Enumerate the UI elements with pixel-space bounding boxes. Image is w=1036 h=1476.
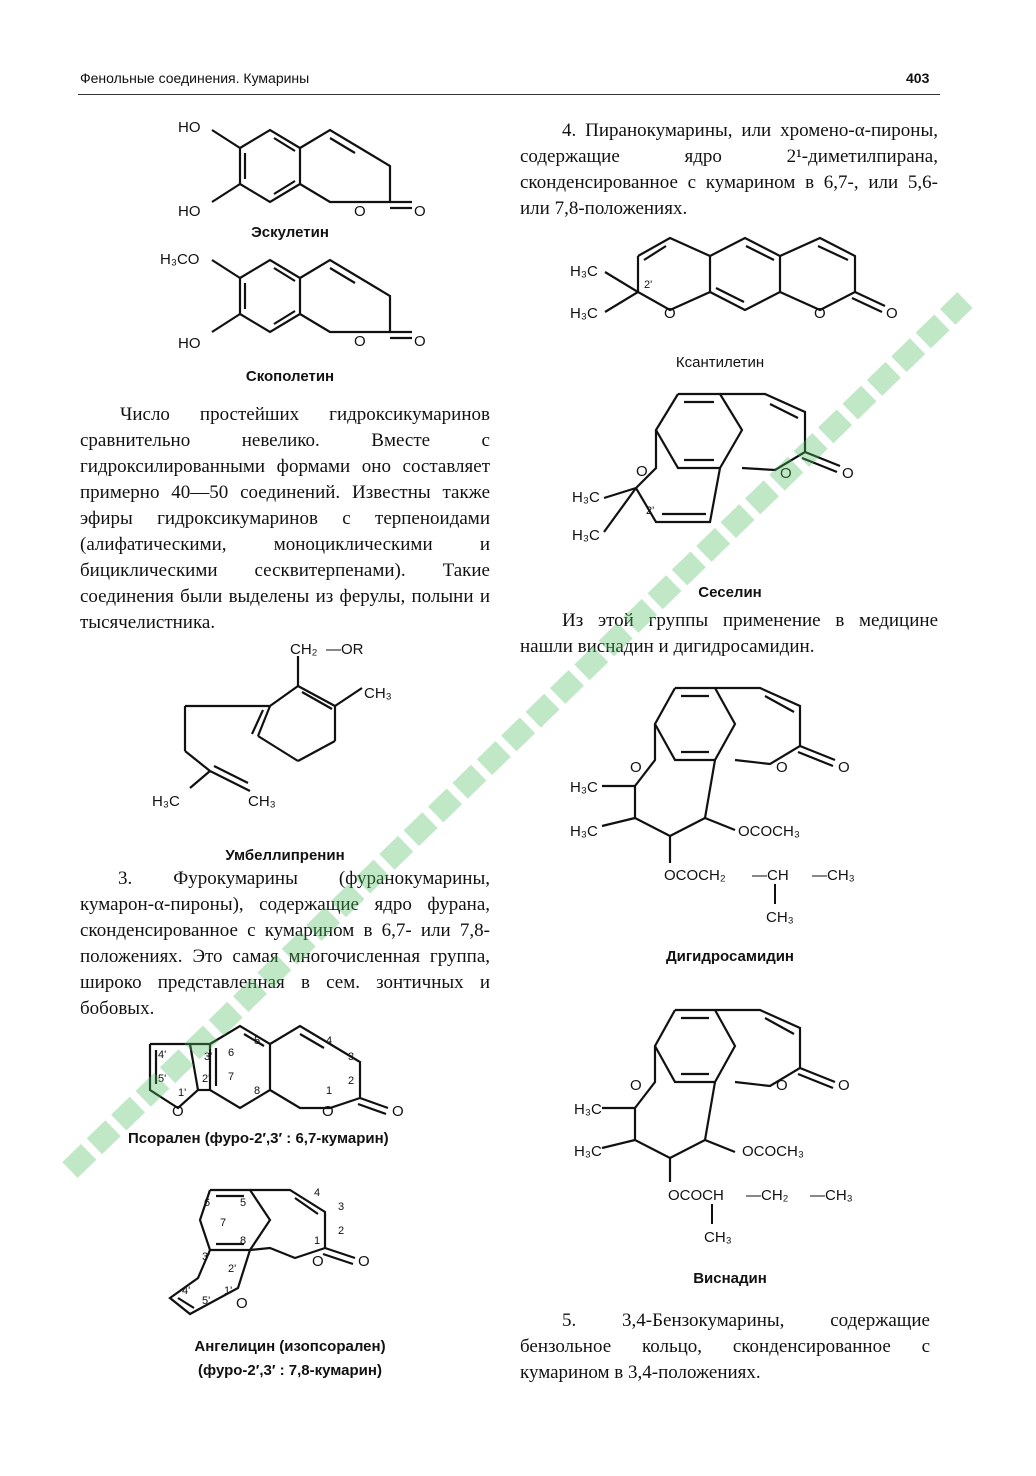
xanthyletin-h3c-1: H₃C: [570, 263, 598, 280]
psoralen-num-7: 7: [228, 1071, 235, 1083]
esculetin-caption: Эскулетин: [251, 224, 329, 241]
angelicin-num-7: 7: [220, 1217, 227, 1229]
angelicin-num-5p: 5': [202, 1295, 211, 1307]
psoralen-structure: [130, 1020, 430, 1120]
visnadin-h3c-2: H₃C: [574, 1143, 602, 1160]
right-paragraph-1: 4. Пиранокумарины, или хромено-α-пироны, содержащие ядро 2¹-диметилпирана, сконденсированное с кумарином в 6,7-, или 5,6- или 7,8-положениях.: [520, 120, 938, 219]
left-paragraph-1: Число простейших гидроксикумаринов сравнительно невелико. Вместе с гидроксилированными формами оно составляет примерно 40—50 соединений. Известны также эфиры гидроксикумаринов с терпеноидами (алифатическими, моноциклическими и бициклическими сесквитерпенами). Такие соединения были выделены из ферулы, полыни и тысячелистника.: [80, 404, 490, 633]
dihydrosamidin-structure: [560, 668, 880, 938]
angelicin-num-4p: 4': [182, 1285, 191, 1297]
psoralen-num-6: 6: [228, 1047, 235, 1059]
angelicin-num-1p: 1': [224, 1285, 233, 1297]
xanthyletin-caption: Ксантилетин: [675, 354, 765, 371]
psoralen-num-5p: 5': [158, 1073, 167, 1085]
visnadin-ococh: OCOCH: [668, 1187, 724, 1204]
psoralen-num-8: 8: [254, 1085, 261, 1097]
xanthyletin-h3c-2: H₃C: [570, 305, 598, 322]
umbelliprenin-structure: [140, 636, 420, 816]
umbelliprenin-or: —OR: [326, 641, 364, 658]
scopoletin-h3co: H₃CO: [160, 251, 200, 268]
running-title: Фенольные соединения. Кумарины: [80, 70, 310, 86]
esculetin-o-ring: O: [354, 203, 366, 220]
left-paragraph-2: 3. Фурокумарины (фуранокумарины, кумарон-α-пироны), содержащие ядро фурана, сконденсированное с кумарином в 6,7- или 7,8-положениях. Это самая многочисленная группа, широко представленная в сем. зонтичных и бобовых.: [80, 868, 490, 1019]
visnadin-structure: [560, 990, 880, 1250]
angelicin-num-3p: 3': [202, 1251, 211, 1263]
psoralen-o-ring: O: [322, 1103, 334, 1120]
angelicin-num-8: 8: [240, 1235, 247, 1247]
angelicin-o-ring: O: [312, 1253, 324, 1270]
xanthyletin-o-pyran: O: [664, 305, 676, 322]
dihydrosamidin-o-keto: O: [838, 759, 850, 776]
dihydrosamidin-ch3-a: —CH₃: [812, 867, 855, 884]
dihydrosamidin-ch3-b: CH₃: [766, 909, 794, 926]
angelicin-num-4: 4: [314, 1187, 321, 1199]
esculetin-o-keto: O: [414, 203, 426, 220]
right-paragraph-2: Из этой группы применение в медицине нашли виснадин и дигидросамидин.: [520, 610, 938, 657]
dihydrosamidin-o-ring: O: [776, 759, 788, 776]
visnadin-h3c-1: H₃C: [574, 1101, 602, 1118]
dihydrosamidin-h3c-1: H₃C: [570, 779, 598, 796]
psoralen-num-4p: 4': [158, 1049, 167, 1061]
angelicin-num-2p: 2': [228, 1263, 237, 1275]
dihydrosamidin-ococh3: OCOCH₃: [738, 823, 800, 840]
dihydrosamidin-o-pyran: O: [630, 759, 642, 776]
dihydrosamidin-ococh2: OCOCH₂: [664, 867, 726, 884]
dihydrosamidin-caption: Дигидросамидин: [665, 948, 794, 965]
scopoletin-o-keto: O: [414, 333, 426, 350]
xanthyletin-structure: [560, 218, 920, 328]
scopoletin-o-ring: O: [354, 333, 366, 350]
seselin-h3c-2: H₃C: [572, 527, 600, 544]
seselin-o-pyran: O: [636, 463, 648, 480]
angelicin-caption-1: Ангелицин (изопсорален): [194, 1338, 386, 1355]
psoralen-caption: Псорален (фуро-2′,3′ : 6,7-кумарин): [128, 1130, 389, 1147]
seselin-o-keto: O: [842, 465, 854, 482]
seselin-o-ring: O: [780, 465, 792, 482]
psoralen-num-1: 1: [326, 1085, 333, 1097]
psoralen-num-4: 4: [326, 1035, 333, 1047]
psoralen-num-2: 2: [348, 1075, 355, 1087]
angelicin-num-5: 5: [240, 1197, 247, 1209]
esculetin-ho2: HO: [178, 203, 201, 220]
xanthyletin-o-ring: O: [814, 305, 826, 322]
angelicin-num-3: 3: [338, 1201, 345, 1213]
psoralen-o-keto: O: [392, 1103, 404, 1120]
visnadin-o-keto: O: [838, 1077, 850, 1094]
angelicin-num-2: 2: [338, 1225, 345, 1237]
angelicin-num-6: 6: [204, 1197, 211, 1209]
right-paragraph-3: 5. 3,4-Бензокумарины, содержащие бензольное кольцо, сконденсированное с кумарином в 3,4-положениях.: [520, 1310, 930, 1383]
dihydrosamidin-h3c-2: H₃C: [570, 823, 598, 840]
xanthyletin-o-keto: O: [886, 305, 898, 322]
angelicin-caption-2: (фуро-2′,3′ : 7,8-кумарин): [198, 1362, 382, 1379]
header-rule: [78, 94, 940, 95]
scopoletin-ho: HO: [178, 335, 201, 352]
xanthyletin-pos-2p: 2': [644, 279, 653, 291]
seselin-structure: [560, 380, 900, 570]
visnadin-ch2: —CH₂: [746, 1187, 789, 1204]
umbelliprenin-ch2: CH₂: [290, 641, 318, 658]
umbelliprenin-caption: Умбеллипренин: [225, 847, 345, 864]
visnadin-ococh3: OCOCH₃: [742, 1143, 804, 1160]
scopoletin-structure: [150, 244, 450, 364]
visnadin-caption: Виснадин: [693, 1270, 767, 1287]
psoralen-num-3p: 3': [204, 1051, 213, 1063]
visnadin-ch3-a: —CH₃: [810, 1187, 853, 1204]
visnadin-o-pyran: O: [630, 1077, 642, 1094]
dihydrosamidin-ch: —CH: [752, 867, 789, 884]
angelicin-o-keto: O: [358, 1253, 370, 1270]
psoralen-num-1p: 1': [178, 1087, 187, 1099]
umbelliprenin-ch3a: CH₃: [364, 685, 392, 702]
seselin-h3c-1: H₃C: [572, 489, 600, 506]
esculetin-structure: [150, 108, 450, 238]
angelicin-structure: [150, 1170, 430, 1330]
visnadin-ch3-b: CH₃: [704, 1229, 732, 1246]
umbelliprenin-ch3b: CH₃: [248, 793, 276, 810]
seselin-caption: Сеселин: [698, 584, 762, 601]
psoralen-num-5: 5: [254, 1035, 261, 1047]
psoralen-num-2p: 2': [202, 1073, 211, 1085]
angelicin-num-1: 1: [314, 1235, 321, 1247]
visnadin-o-ring: O: [776, 1077, 788, 1094]
seselin-pos-2p: 2': [646, 505, 655, 517]
page-number: 403: [906, 70, 930, 86]
umbelliprenin-h3c: H₃C: [152, 793, 180, 810]
angelicin-o-furan: O: [236, 1295, 248, 1312]
scopoletin-caption: Скополетин: [245, 368, 335, 385]
psoralen-o-furan: O: [172, 1103, 184, 1120]
psoralen-num-3: 3: [348, 1051, 355, 1063]
esculetin-ho1: HO: [178, 119, 201, 136]
